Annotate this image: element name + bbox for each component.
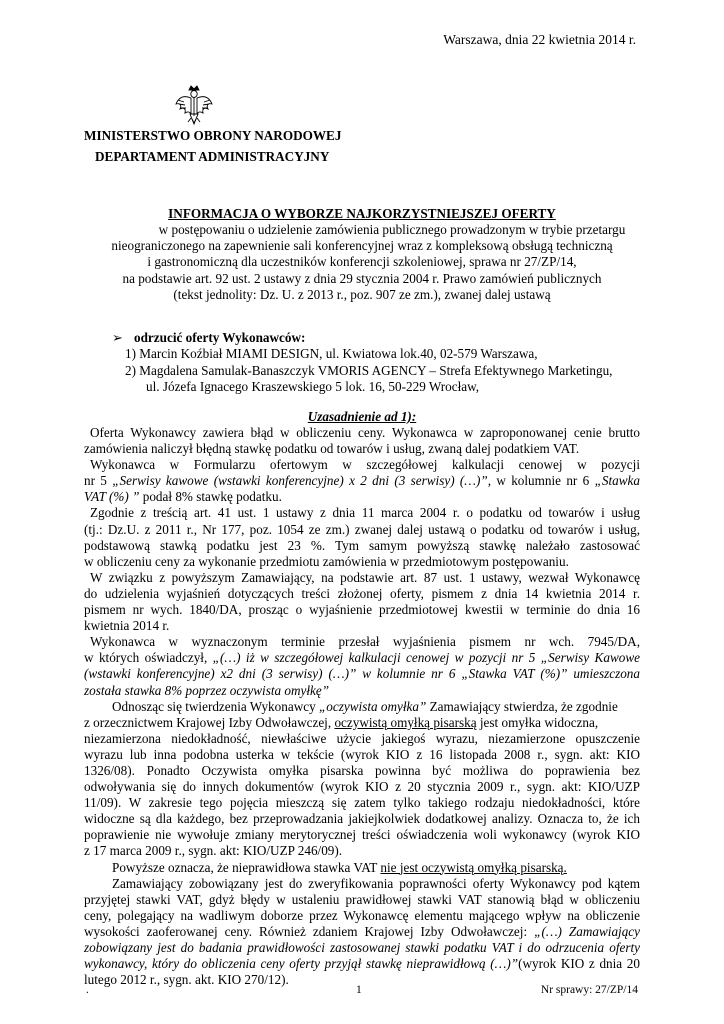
text-run: wysokości zaoferowanej ceny. Również zdaniem Krajowej Izby Odwoławczej: (84, 923, 535, 939)
body-line (84, 956, 640, 972)
arrow-bullet-icon: ➢ (112, 330, 124, 345)
body-line: zamówienia naliczył błędną stawkę podatku od towarów i usług, zwaną dalej podatkiem VAT. (84, 441, 580, 457)
text-run-italic: „(…) iż w szczegółowej kalkulacji cenowej w pozycji nr 5 „Serwisy Kawowe (212, 650, 640, 666)
body-line (84, 924, 640, 940)
polish-eagle-emblem (174, 84, 214, 126)
document-date: Warszawa, dnia 22 kwietnia 2014 r. (443, 32, 636, 47)
document-title: INFORMACJA O WYBORZE NAJKORZYSTNIEJSZEJ OFERTY (168, 206, 556, 221)
body-line: 1326/08). Ponadto Oczywista omyłka pisarska powinna być możliwa do poprawienia bez (84, 762, 640, 778)
case-reference: Nr sprawy: 27/ZP/14 (540, 984, 638, 996)
text-run-italic: została stawka 8% poprzez oczywista omyłkę” (84, 682, 330, 698)
body-line: ceny, polegający na wadliwym doborze przez Wykonawcę elementu mającego wpływ na obliczenie (84, 907, 640, 923)
body-line: z 17 marca 2009 r., sygn. akt: KIO/UZP 246/09). (84, 843, 343, 859)
body-line: Wykonawca w Formularzu ofertowym w szczegółowej kalkulacji cenowej w pozycji (90, 457, 640, 473)
rejection-heading (112, 330, 305, 346)
justification-heading: Uzasadnienie ad 1): (307, 409, 417, 424)
text-run: Zamawiający stwierdza, że zgodnie (426, 698, 618, 714)
text-run: w kolumnie nr 6 (491, 473, 595, 489)
body-line (84, 489, 640, 505)
body-line (84, 473, 640, 489)
text-run-underlined: nie jest oczywistą omyłką pisarską. (380, 859, 567, 875)
body-line: Oferta Wykonawcy zawiera błąd w obliczeniu ceny. Wykonawca w zaproponowanej cenie brutto (90, 425, 640, 440)
text-run-italic: (wstawki konferencyjne) x2 dni (3 serwisy) (…)” w kolumnie nr 6 „Stawka VAT (%)” umieszczona (84, 666, 640, 682)
body-line: przyjętej stawki VAT, gdyż błędy w ustaleniu prawidłowej stawki VAT stanowią błąd w obliczeniu (84, 891, 640, 907)
body-line: niezamierzona niedokładność, niewłaściwe użycie jakiegoś wyrazu, niezamierzone opuszczenie (84, 730, 640, 746)
text-run: w których oświadczył, (84, 650, 213, 666)
body-line: kwietnia 2014 r. (84, 618, 170, 634)
body-line (84, 666, 640, 682)
intro-line: i gastronomiczną dla uczestników konferencji szkoleniowej, sprawa nr 27/ZP/14, (147, 254, 577, 270)
body-line: wyrazu lub inna podobna usterka w tekście (wyrok KIO z 16 listopada 2008 r., sygn. akt: KIO (84, 746, 640, 762)
text-run-italic: zobowiązany jest do badania prawidłowości zastosowanej stawki podatku VAT i do odrzucenia oferty (84, 940, 640, 955)
text-run-italic: „Serwisy kawowe (wstawki konferencyjne) x 2 dni (3 serwisy) (…)”, (112, 473, 492, 489)
body-line: w obliczeniu ceny za wykonanie przedmiotu zamówienia w przedmiotowym postępowaniu. (84, 553, 569, 569)
body-line: Zamawiający zobowiązany jest do zweryfikowania poprawności oferty Wykonawcy pod kątem (112, 875, 640, 891)
body-line: widoczne są dla każdego, bez przeprowadzania jakiejkolwiek dodatkowej analizy. Oznacza to, że ich (84, 811, 640, 827)
justification-body (84, 425, 640, 988)
text-run: Powyższe oznacza, że nieprawidłowa stawka VAT (112, 859, 381, 875)
body-line: do udzielenia wyjaśnień dotyczących treści złożonej oferty, pismem z dnia 14 kwietnia 2014 r. (84, 585, 640, 601)
department-name: DEPARTAMENT ADMINISTRACYJNY (95, 149, 330, 164)
body-line (84, 715, 640, 731)
text-run-italic: „(…) Zamawiający (534, 923, 640, 939)
body-line: poprawienie nie wywołuje zmiany merytorycznej treści oświadczenia woli wykonawcy (wyrok KIO (84, 827, 640, 843)
body-line (84, 860, 640, 876)
body-line: podstawową stawką podatku jest 23 %. Tym samym powyższą stawkę należało zastosować (84, 537, 640, 553)
text-run: nr 5 (84, 473, 113, 489)
intro-line: (tekst jednolity: Dz. U. z 2013 r., poz. 907 ze zm.), zwanej dalej ustawą (173, 286, 551, 302)
ministry-name: MINISTERSTWO OBRONY NARODOWEJ (84, 128, 342, 143)
body-line (84, 699, 640, 715)
body-line (84, 683, 640, 699)
body-line (84, 940, 640, 956)
text-run-italic: „Stawka (594, 473, 640, 489)
body-line: lutego 2012 r., sygn. akt. KIO 270/12). (84, 972, 289, 988)
page-number: 1 (356, 984, 362, 996)
text-run: podał 8% stawkę podatku. (139, 489, 282, 505)
body-line: Wykonawca w wyznaczonym terminie przesłał wyjaśnienia pismem nr wch. 7945/DA, (90, 634, 640, 650)
list-item: 2) Magdalena Samulak-Banaszczyk VMORIS AGENCY – Strefa Efektywnego Marketingu, (125, 362, 613, 378)
intro-line: na podstawie art. 92 ust. 2 ustawy z dnia 29 stycznia 2004 r. Prawo zamówień publicznych (122, 270, 602, 286)
text-run: (wyrok KIO z dnia 20 (518, 956, 640, 972)
intro-line: w postępowaniu o udzielenie zamówienia publicznego prowadzonym w trybie przetargu (158, 222, 626, 237)
intro-line: nieograniczonego na zapewnienie sali konferencyjnej wraz z kompleksową obsługą techniczną (111, 238, 613, 254)
body-line (84, 650, 640, 666)
text-run-italic: wykonawcy, który do obliczenia ceny oferty przyjął stawkę nieprawidłową (…)” (84, 956, 519, 972)
body-line: pismem nr wych. 1840/DA, prosząc o wyjaśnienie przedmiotowej kwestii w terminie do dnia 16 (84, 602, 640, 618)
rejected-offers-list (125, 346, 612, 396)
list-item-continuation: ul. Józefa Ignacego Kraszewskiego 5 lok. 16, 50-229 Wrocław, (146, 379, 480, 395)
intro-paragraph (0, 222, 724, 303)
body-line: odwoływania się do innych dokumentów (wyrok KIO z 20 stycznia 2009 r., sygn. akt: KIO/UZP (84, 779, 640, 795)
body-line: 11/09). W zakresie tego pojęcia mieszczą się zatem tylko takiego rodzaju niedokładności, które (84, 795, 640, 811)
text-run: Odnosząc się twierdzenia Wykonawcy (112, 698, 319, 714)
body-line: W związku z powyższym Zamawiający, na podstawie art. 87 ust. 1 ustawy, wezwał Wykonawcę (90, 569, 640, 585)
rejection-heading-label: odrzucić oferty Wykonawców: (134, 330, 306, 345)
footer-mark: . (86, 984, 89, 996)
text-run-italic: „oczywista omyłka” (318, 698, 427, 714)
text-run-italic: VAT (%) ” (84, 489, 140, 505)
text-run: z orzecznictwem Krajowej Izby Odwoławczej, (84, 714, 335, 730)
text-run-underlined: oczywistą omyłką pisarską (334, 714, 477, 730)
list-item: 1) Marcin Koźbiał MIAMI DESIGN, ul. Kwiatowa lok.40, 02-579 Warszawa, (125, 346, 538, 361)
body-line: (tj.: Dz.U. z 2011 r., Nr 177, poz. 1054 ze zm.) zwanej dalej ustawą o podatku od towarów i usług, (84, 521, 640, 537)
body-line: Zgodnie z treścią art. 41 ust. 1 ustawy z dnia 11 marca 2004 r. o podatku od towarów i usług (90, 505, 640, 521)
text-run: jest omyłka widoczna, (476, 714, 599, 730)
